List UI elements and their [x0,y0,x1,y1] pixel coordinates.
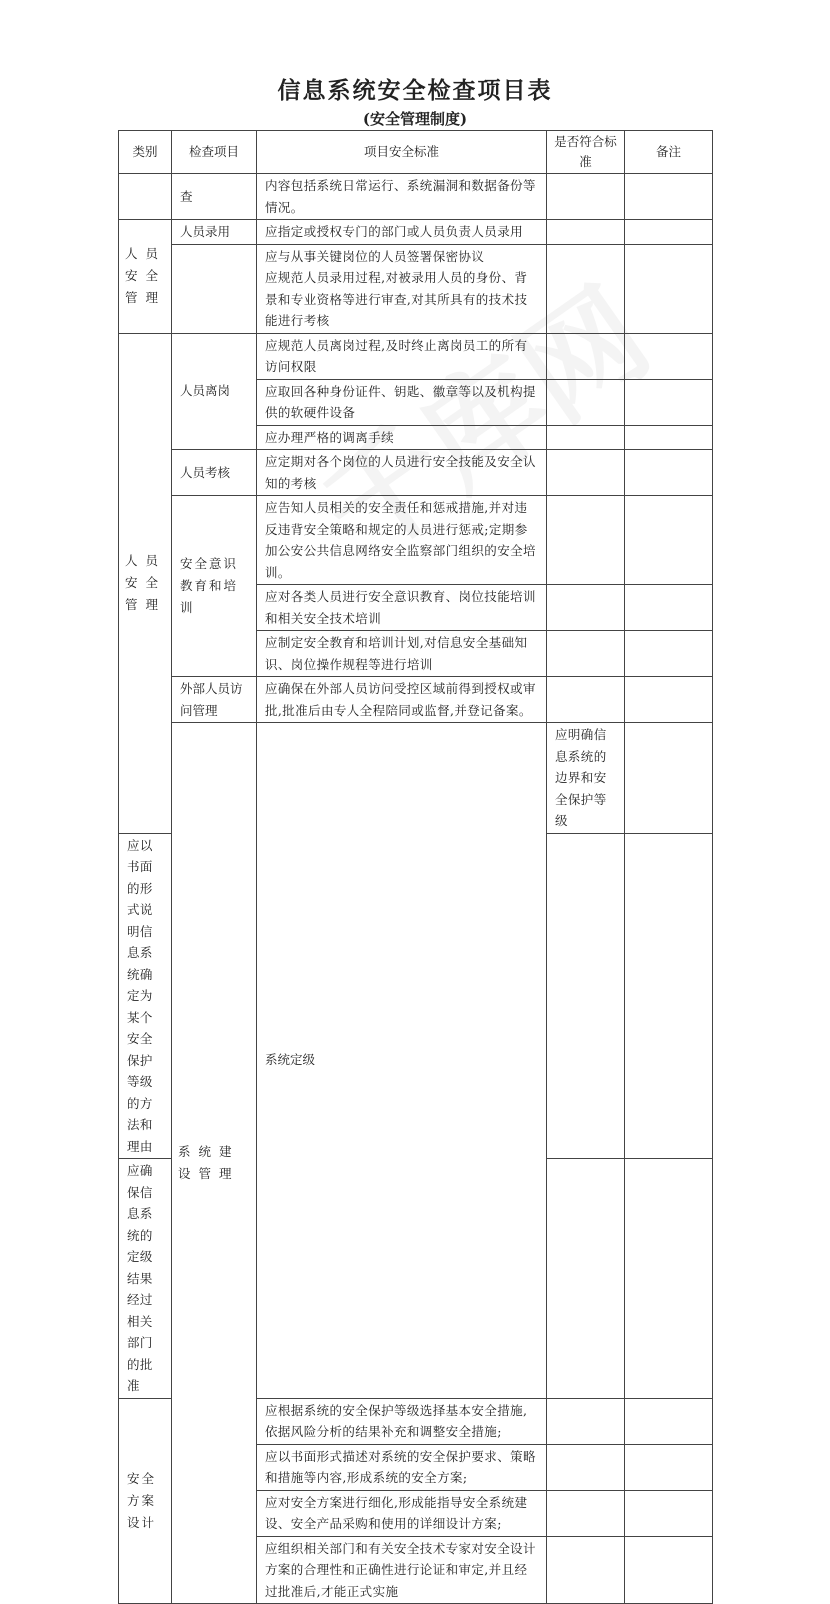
conform-cell[interactable] [547,1159,625,1399]
item-cell: 人员考核 [172,450,257,496]
standard-cell: 内容包括系统日常运行、系统漏洞和数据备份等情况。 [257,174,547,220]
category-cell: 系 统 建 设 管 理 [172,723,257,1604]
standard-cell: 应指定或授权专门的部门或人员负责人员录用 [257,220,547,245]
remark-cell[interactable] [625,496,713,585]
standard-cell: 应办理严格的调离手续 [257,425,547,450]
item-cell: 人员离岗 [172,333,257,450]
remark-cell[interactable] [625,585,713,631]
category-cell: 人 员 安 全 管 理 [119,220,172,334]
header-standard: 项目安全标准 [257,131,547,174]
category-cell: 人 员 安 全 管 理 [119,333,172,833]
remark-cell[interactable] [625,1398,713,1444]
remark-cell[interactable] [625,379,713,425]
item-cell: 安全意识教育和培训 [172,496,257,677]
remark-cell[interactable] [625,631,713,677]
remark-cell[interactable] [625,174,713,220]
standard-cell: 应告知人员相关的安全责任和惩戒措施,并对违反违背安全策略和规定的人员进行惩戒;定期参加公安公共信息网络安全监察部门组织的安全培训。 [257,496,547,585]
conform-cell[interactable] [625,723,713,834]
remark-cell[interactable] [625,450,713,496]
table-row [119,244,713,333]
standard-cell: 应根据系统的安全保护等级选择基本安全措施,依据风险分析的结果补充和调整安全措施; [257,1398,547,1444]
item-cell: 查 [172,174,257,220]
remark-cell[interactable] [625,1536,713,1604]
conform-cell[interactable] [547,1444,625,1490]
table-row [119,174,713,220]
remark-cell[interactable] [625,677,713,723]
conform-cell[interactable] [547,425,625,450]
standard-cell: 应组织相关部门和有关安全技术专家对安全设计方案的合理性和正确性进行论证和审定,并且经过批准后,才能正式实施 [257,1536,547,1604]
standard-cell: 应以书面的形式说明信息系统确定为某个安全保护等级的方法和理由 [119,833,172,1159]
conform-cell[interactable] [547,1398,625,1444]
checklist-table [118,130,713,1604]
conform-cell[interactable] [547,174,625,220]
conform-cell[interactable] [547,1536,625,1604]
item-cell: 系统定级 [257,723,547,1399]
item-cell: 外部人员访问管理 [172,677,257,723]
standard-cell: 应制定安全教育和培训计划,对信息安全基础知识、岗位操作规程等进行培训 [257,631,547,677]
category-cell-empty [119,174,172,220]
remark-cell[interactable] [625,1444,713,1490]
conform-cell[interactable] [547,244,625,333]
standard-cell: 应规范人员离岗过程,及时终止离岗员工的所有访问权限 [257,333,547,379]
table-row [119,677,713,723]
page-title: 信息系统安全检查项目表 [277,77,553,104]
header-row [119,131,713,174]
standard-cell: 应确保信息系统的定级结果经过相关部门的批准 [119,1159,172,1399]
table-row [119,333,713,379]
conform-cell[interactable] [547,450,625,496]
remark-cell[interactable] [625,220,713,245]
table-row [119,220,713,245]
remark-cell[interactable] [625,833,713,1159]
conform-cell[interactable] [547,333,625,379]
standard-cell: 应确保在外部人员访问受控区域前得到授权或审批,批准后由专人全程陪同或监督,并登记备案。 [257,677,547,723]
header-item: 检查项目 [172,131,257,174]
remark-cell[interactable] [625,1490,713,1536]
standard-cell: 应以书面形式描述对系统的安全保护要求、策略和措施等内容,形成系统的安全方案; [257,1444,547,1490]
conform-cell[interactable] [547,220,625,245]
standard-cell: 应对安全方案进行细化,形成能指导安全系统建设、安全产品采购和使用的详细设计方案; [257,1490,547,1536]
standard-cell: 应明确信息系统的边界和安全保护等级 [547,723,625,834]
remark-cell[interactable] [625,1159,713,1399]
item-cell: 人员录用 [172,220,257,245]
conform-cell[interactable] [547,631,625,677]
table-row [119,496,713,585]
item-cell-empty [172,244,257,333]
header-remark: 备注 [625,131,713,174]
conform-cell[interactable] [547,496,625,585]
conform-cell[interactable] [547,379,625,425]
page-subtitle: (安全管理制度) [362,110,468,128]
remark-cell[interactable] [625,333,713,379]
remark-cell[interactable] [625,425,713,450]
table-row [119,450,713,496]
header-conform: 是否符合标准 [547,131,625,174]
conform-cell[interactable] [547,833,625,1159]
item-cell: 安全方案设计 [119,1398,172,1604]
remark-cell[interactable] [625,244,713,333]
standard-cell: 应定期对各个岗位的人员进行安全技能及安全认知的考核 [257,450,547,496]
standard-cell: 应对各类人员进行安全意识教育、岗位技能培训和相关安全技术培训 [257,585,547,631]
standard-cell: 应取回各种身份证件、钥匙、徽章等以及机构提供的软硬件设备 [257,379,547,425]
standard-cell: 应与从事关键岗位的人员签署保密协议 应规范人员录用过程,对被录用人员的身份、背景和专业资格等进行审查,对其所具有的技术技能进行考核 [257,244,547,333]
header-category: 类别 [119,131,172,174]
conform-cell[interactable] [547,1490,625,1536]
conform-cell[interactable] [547,677,625,723]
table-row [119,723,713,834]
conform-cell[interactable] [547,585,625,631]
